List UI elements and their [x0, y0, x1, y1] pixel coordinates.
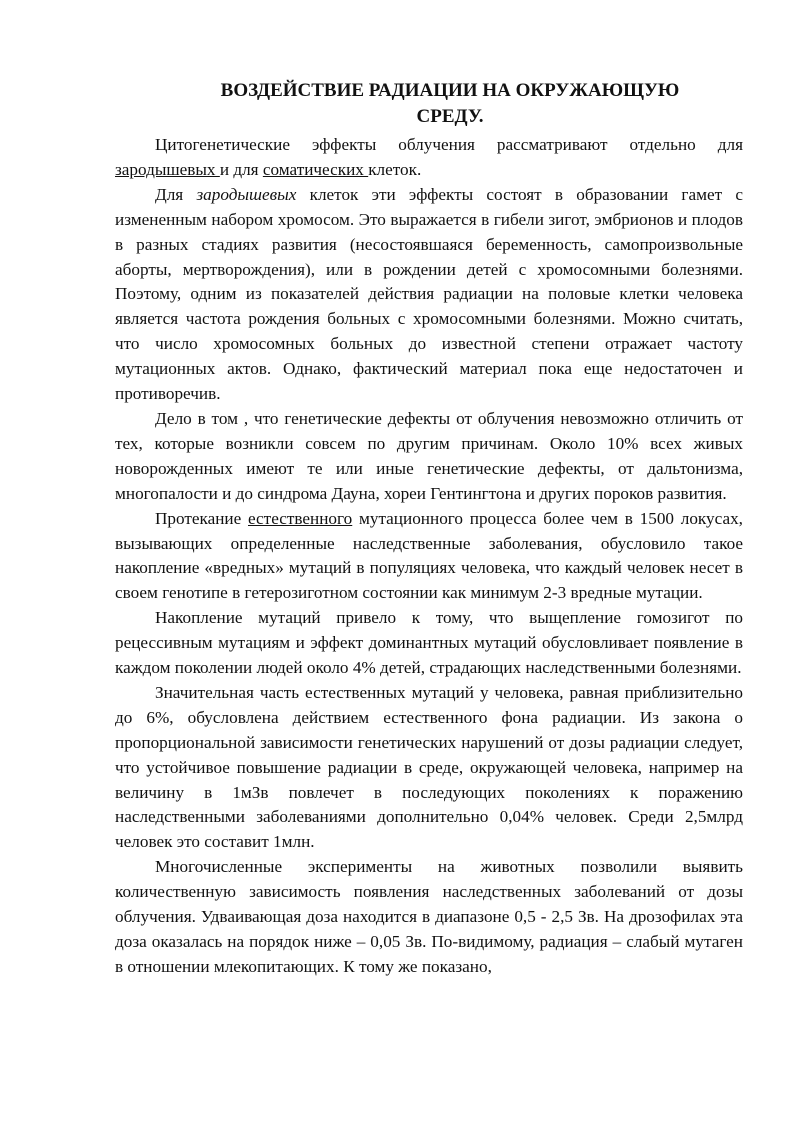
paragraph-1	[115, 133, 743, 183]
text-span: Протекание	[155, 508, 248, 528]
text-span: клеток.	[368, 159, 422, 179]
emphasis-text: зародышевых	[196, 184, 297, 204]
text-span: и для	[219, 159, 263, 179]
document-body	[115, 133, 743, 980]
paragraph-3: Дело в том , что генетические дефекты от облучения невозможно отличить от тех, которые возникли совсем по другим причинам. Около 10% всех живых новорожденных имеют те или иные генетические дефекты, от дальтонизма, многопалости и до синдрома Дауна, хореи Гентингтона и других пороков развития.	[115, 408, 743, 503]
text-span: клеток эти эффекты состоят в образовании гамет с измененным набором хромосом. Это выражается в гибели зигот, эмбрионов и плодов в разных стадиях развития (несостоявшаяся беременность, самопроизвольные аборты, мертворождения), или в рождении детей с хромосомными болезнями. Поэтому, одним из показателей действия радиации на половые клетки человека является частота рождения больных с хромосомными болезнями. Можно считать, что число хромосомных больных до известной степени отражает частоту мутационных актов. Однако, фактический материал пока еще недостаточен и противоречив.	[115, 184, 743, 404]
text-span: Для	[155, 184, 197, 204]
paragraph-7: Многочисленные эксперименты на животных позволили выявить количественную зависимость появления наследственных заболеваний от дозы облучения. Удваивающая доза находится в диапазоне 0,5 - 2,5 Зв. На дрозофилах эта доза оказалась на порядок ниже – 0,05 Зв. По-видимому, радиация – слабый мутаген в отношении млекопитающих. К тому же показано,	[115, 857, 743, 976]
link-natural[interactable]: естественного	[248, 508, 353, 528]
text-span: мутационного процесса более чем в 1500 локусах, вызывающих определенные наследственные заболевания, обусловило такое накопление «вредных» мутаций в популяциях человека, что каждый человек несет в своем генотипе в гетерозиготном состоянии как минимум 2-3 вредные мутации.	[115, 508, 743, 603]
paragraph-5: Накопление мутаций привело к тому, что выщепление гомозигот по рецессивным мутациям и эффект доминантных мутаций обусловливает появление в каждом поколении людей около 4% детей, страдающих наследственными болезнями.	[115, 608, 743, 678]
paragraph-4	[115, 507, 743, 607]
text-span: Цитогенетические эффекты облучения рассматривают отдельно для	[155, 135, 743, 154]
paragraph-6: Значительная часть естественных мутаций у человека, равная приблизительно до 6%, обусловлена действием естественного фона радиации. Из закона о пропорциональной зависимости генетических нарушений от дозы радиации следует, что устойчивое повышение радиации в среде, окружающей человека, например на величину в 1мЗв повлечет в последующих поколениях к поражению наследственными заболеваниями дополнительно 0,04% человек. Среди 2,5млрд человек это составит 1млн.	[115, 682, 743, 852]
link-germ-cells[interactable]: зародышевых	[115, 159, 220, 179]
link-somatic-cells[interactable]: соматических	[262, 159, 369, 179]
page-title: ВОЗДЕЙСТВИЕ РАДИАЦИИ НА ОКРУЖАЮЩУЮ	[220, 80, 680, 101]
paragraph-2	[115, 183, 743, 407]
page-title-continued: СРЕДУ.	[416, 106, 484, 127]
